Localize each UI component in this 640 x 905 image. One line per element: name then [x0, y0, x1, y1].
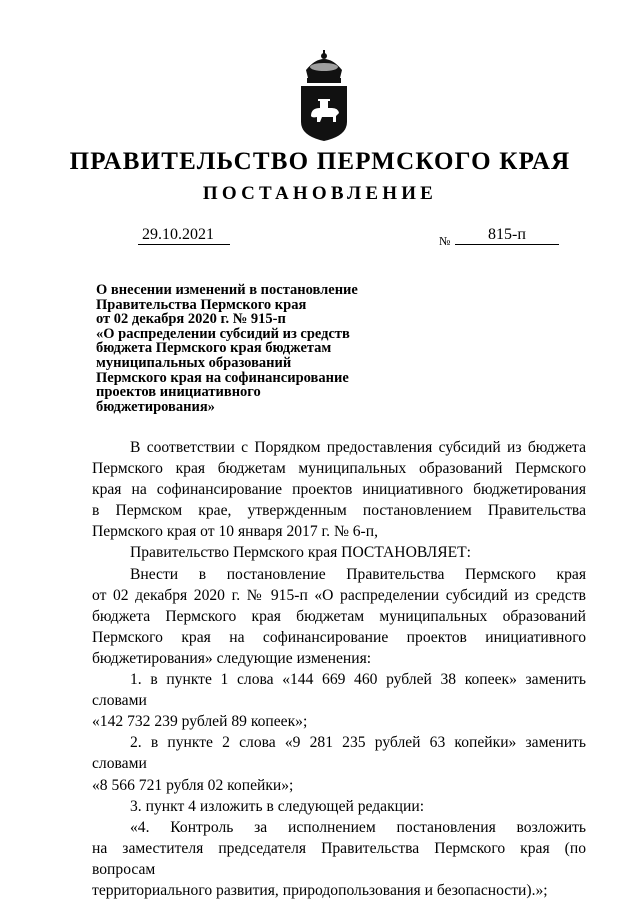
paragraph-3 [92, 564, 586, 669]
body-line: бюджета Пермского края бюджетам муниципальных образований [92, 607, 586, 625]
document-heading [96, 283, 396, 414]
heading-line: бюджета Пермского края бюджетам [96, 340, 332, 357]
body-line: бюджетирования» следующие изменения: [92, 649, 372, 667]
body-line: края на софинансирование проектов инициативного бюджетирования [92, 481, 586, 499]
body-line: территориального развития, природопользования и безопасности).»; [92, 881, 548, 899]
body-line: «4. Контроль за исполнением постановления возложить [130, 818, 586, 836]
body-line: В соответствии с Порядком предоставления субсидий из бюджета [130, 439, 586, 456]
body-line: Пермского края бюджетам муниципальных образований Пермского [92, 460, 586, 478]
body-line: «8 566 721 рубля 02 копейки»; [92, 776, 294, 794]
body-line: Внести в постановление Правительства Пермского края [130, 565, 586, 583]
paragraph-1 [92, 437, 586, 542]
body-line: «142 732 239 рублей 89 копеек»; [92, 713, 308, 731]
document-type: ПОСТАНОВЛЕНИЕ [202, 183, 438, 204]
heading-line: от 02 декабря 2020 г. № 915-п [96, 311, 286, 328]
body-line: 1. в пункте 1 слова «144 669 460 рублей 38 копеек» заменить словами [92, 671, 586, 710]
document-number: 815-п [455, 226, 559, 245]
coat-of-arms-icon [298, 50, 350, 142]
document-body [92, 437, 586, 901]
heading-line: «О распределении субсидий из средств [96, 325, 350, 342]
item-4 [92, 817, 586, 901]
heading-line: муниципальных образований [96, 354, 292, 371]
document-date: 29.10.2021 [138, 226, 230, 245]
body-line: на заместителя председателя Правительства Пермского края (по вопросам [92, 839, 586, 878]
item-1 [92, 669, 586, 732]
item-2 [92, 732, 586, 795]
paragraph-2: Правительство Пермского края ПОСТАНОВЛЯЕТ: [130, 544, 471, 562]
body-line: 2. в пункте 2 слова «9 281 235 рублей 63 копейки» заменить словами [92, 734, 586, 773]
body-line: в Пермском крае, утвержденным постановлением Правительства [92, 502, 586, 520]
body-line: Пермского края на софинансирование проектов инициативного [92, 628, 586, 646]
heading-line: Правительства Пермского края [96, 296, 307, 313]
heading-line: О внесении изменений в постановление [96, 282, 358, 298]
item-3: 3. пункт 4 изложить в следующей редакции: [130, 797, 425, 815]
body-line: от 02 декабря 2020 г. № 915-п «О распределении субсидий из средств [92, 586, 586, 604]
government-title: ПРАВИТЕЛЬСТВО ПЕРМСКОГО КРАЯ [69, 148, 571, 175]
heading-line: Пермского края на софинансирование [96, 369, 349, 386]
heading-line: бюджетирования» [96, 398, 215, 415]
body-line: Пермского края от 10 января 2017 г. № 6-п, [92, 523, 378, 541]
number-sign: № [439, 234, 451, 248]
heading-line: проектов инициативного [96, 384, 261, 401]
